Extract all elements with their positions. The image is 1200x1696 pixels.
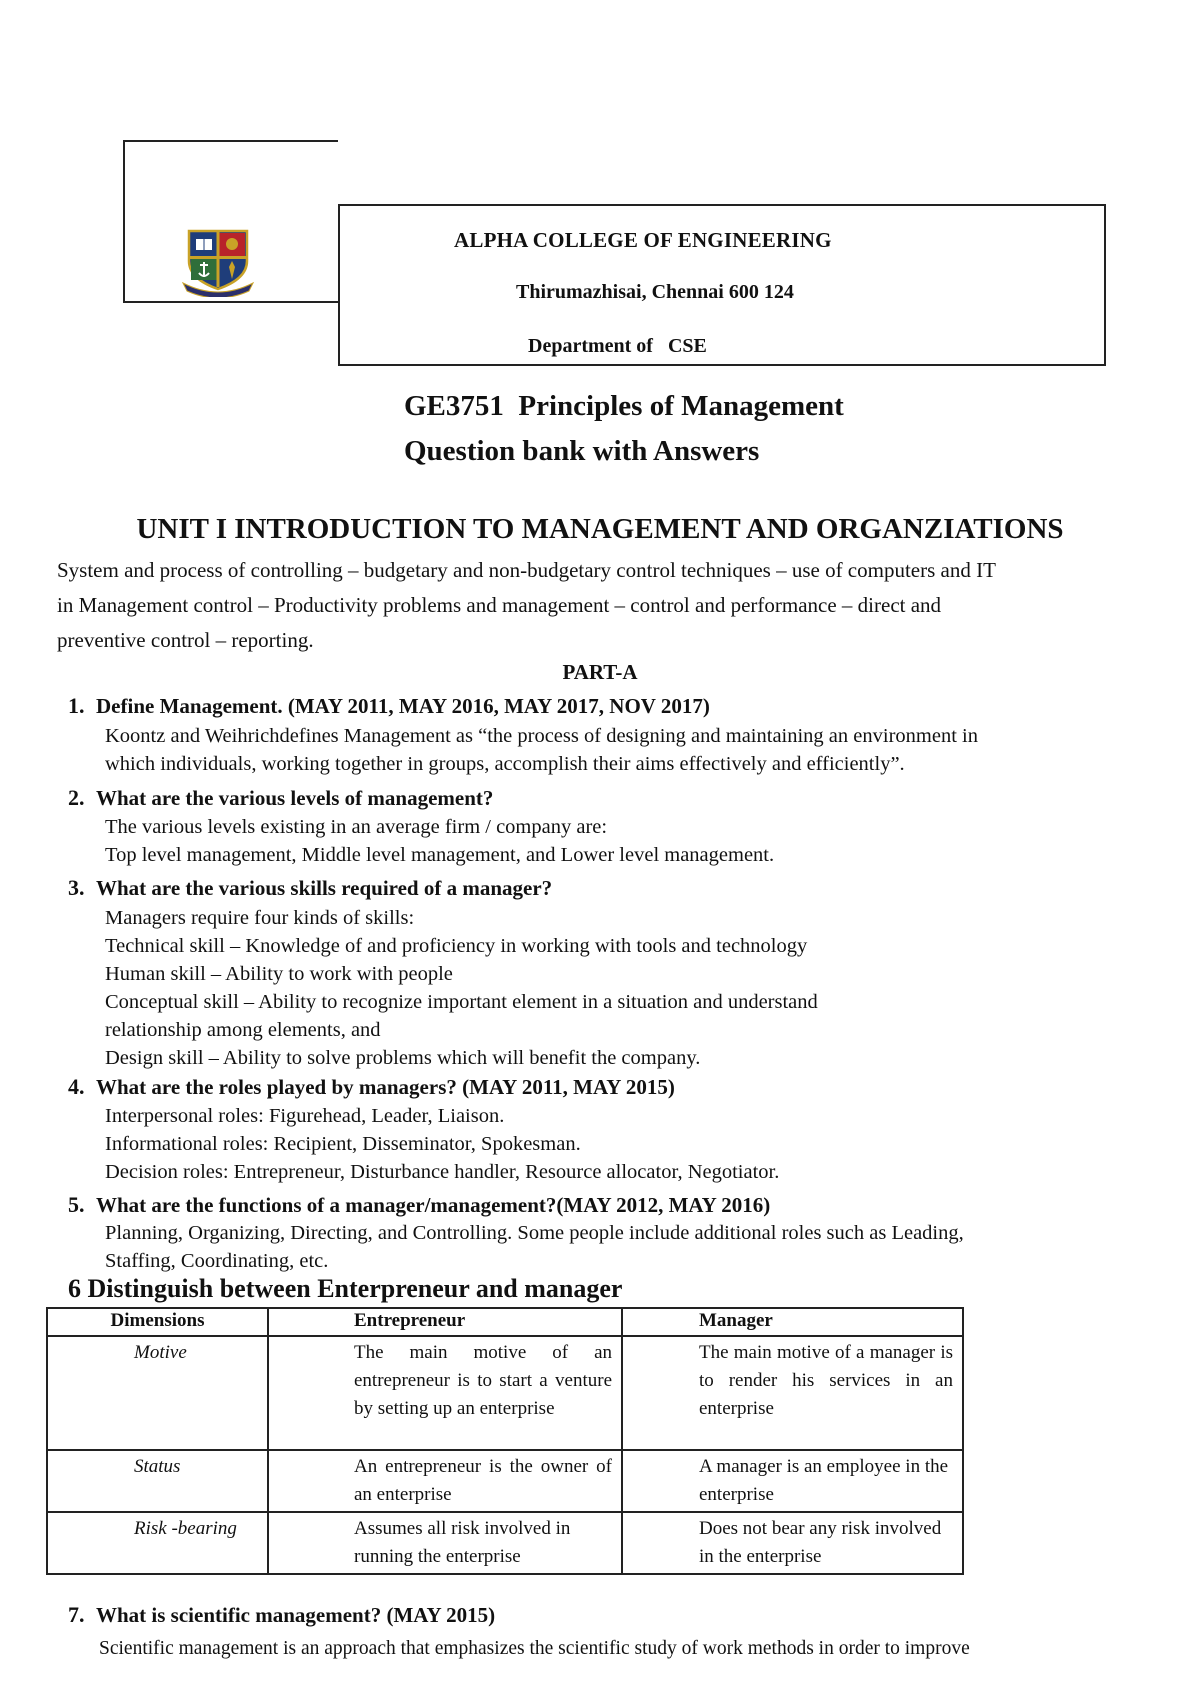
question-text: What are the various skills required of a manager? <box>96 876 553 900</box>
question-number: 2. <box>68 785 85 810</box>
entrepreneur-cell: Assumes all risk involved in running the enterprise <box>268 1512 622 1574</box>
answer-7: Scientific management is an approach that emphasizes the scientific study of work methods in order to improve <box>99 1638 970 1659</box>
course-subtitle: Question bank with Answers <box>404 435 760 467</box>
part-heading: PART-A <box>562 660 638 684</box>
table-row <box>47 1450 963 1512</box>
answer-4 <box>105 1102 1155 1186</box>
answer-line: Decision roles: Entrepreneur, Disturbance handler, Resource allocator, Negotiator. <box>105 1161 780 1183</box>
question-5 <box>68 1192 770 1218</box>
dimension-cell: Risk -bearing <box>47 1512 268 1574</box>
entrepreneur-cell: An entrepreneur is the owner of an enterprise <box>268 1450 622 1512</box>
answer-5 <box>105 1219 1155 1275</box>
question-2 <box>68 785 493 811</box>
answer-line: Koontz and Weihrichdefines Management as “the process of designing and maintaining an environment in <box>105 725 978 747</box>
answer-1 <box>105 722 1155 778</box>
unit-syllabus <box>57 553 1167 658</box>
answer-line: Conceptual skill – Ability to recognize important element in a situation and understand <box>105 991 818 1013</box>
comparison-table <box>46 1307 964 1575</box>
answer-line: relationship among elements, and <box>105 1019 381 1041</box>
answer-line: Planning, Organizing, Directing, and Controlling. Some people include additional roles such as Leading, <box>105 1222 964 1244</box>
question-number: 7. <box>68 1602 85 1627</box>
answer-line: Interpersonal roles: Figurehead, Leader, Liaison. <box>105 1105 505 1127</box>
question-1 <box>68 693 710 719</box>
column-header: Entrepreneur <box>268 1308 622 1336</box>
unit-heading: UNIT I INTRODUCTION TO MANAGEMENT AND ORGANZIATIONS <box>136 513 1064 545</box>
manager-cell: Does not bear any risk involved in the enterprise <box>622 1512 963 1574</box>
answer-line: Design skill – Ability to solve problems which will benefit the company. <box>105 1047 701 1069</box>
question-number: 4. <box>68 1074 85 1099</box>
answer-line: Managers require four kinds of skills: <box>105 907 415 929</box>
college-crest-icon <box>181 227 255 297</box>
answer-2 <box>105 813 1155 869</box>
dimension-cell: Status <box>47 1450 268 1512</box>
question-6-heading: 6 Distinguish between Enterpreneur and manager <box>68 1274 623 1303</box>
college-address: Thirumazhisai, Chennai 600 124 <box>516 281 794 303</box>
manager-cell: The main motive of a manager is to render his services in an enterprise <box>622 1336 963 1450</box>
answer-line: Human skill – Ability to work with people <box>105 963 453 985</box>
question-3 <box>68 875 552 901</box>
question-text: What are the roles played by managers? (MAY 2011, MAY 2015) <box>96 1075 675 1099</box>
question-text: Define Management. (MAY 2011, MAY 2016, MAY 2017, NOV 2017) <box>96 694 710 718</box>
question-text: What is scientific management? (MAY 2015) <box>96 1603 496 1627</box>
answer-line: Staffing, Coordinating, etc. <box>105 1250 329 1272</box>
answer-line: Technical skill – Knowledge of and proficiency in working with tools and technology <box>105 935 808 957</box>
answer-line: which individuals, working together in groups, accomplish their aims effectively and efficiently”. <box>105 753 905 775</box>
college-name: ALPHA COLLEGE OF ENGINEERING <box>454 228 832 252</box>
syllabus-line: in Management control – Productivity problems and management – control and performance – direct and <box>57 593 942 617</box>
manager-cell: A manager is an employee in the enterprise <box>622 1450 963 1512</box>
answer-line: The various levels existing in an average firm / company are: <box>105 816 608 838</box>
entrepreneur-cell: The main motive of an entrepreneur is to start a venture by setting up an enterprise <box>268 1336 622 1450</box>
syllabus-line: System and process of controlling – budgetary and non-budgetary control techniques – use of computers and IT <box>57 558 996 582</box>
question-4 <box>68 1074 675 1100</box>
question-number: 3. <box>68 875 85 900</box>
dimension-cell: Motive <box>47 1336 268 1450</box>
question-number: 5. <box>68 1192 85 1217</box>
question-7 <box>68 1602 495 1628</box>
column-header: Manager <box>622 1308 963 1336</box>
department-label: Department of CSE <box>528 335 707 357</box>
question-text: What are the functions of a manager/management?(MAY 2012, MAY 2016) <box>96 1193 771 1217</box>
question-number: 1. <box>68 693 85 718</box>
course-title: GE3751 Principles of Management <box>404 390 844 422</box>
answer-line: Informational roles: Recipient, Disseminator, Spokesman. <box>105 1133 581 1155</box>
column-header: Dimensions <box>47 1308 268 1336</box>
answer-3 <box>105 904 1155 1072</box>
question-text: What are the various levels of management? <box>96 786 494 810</box>
table-header-row <box>47 1308 963 1336</box>
table-row <box>47 1336 963 1450</box>
table-row <box>47 1512 963 1574</box>
answer-line: Top level management, Middle level management, and Lower level management. <box>105 844 775 866</box>
syllabus-line: preventive control – reporting. <box>57 628 314 652</box>
